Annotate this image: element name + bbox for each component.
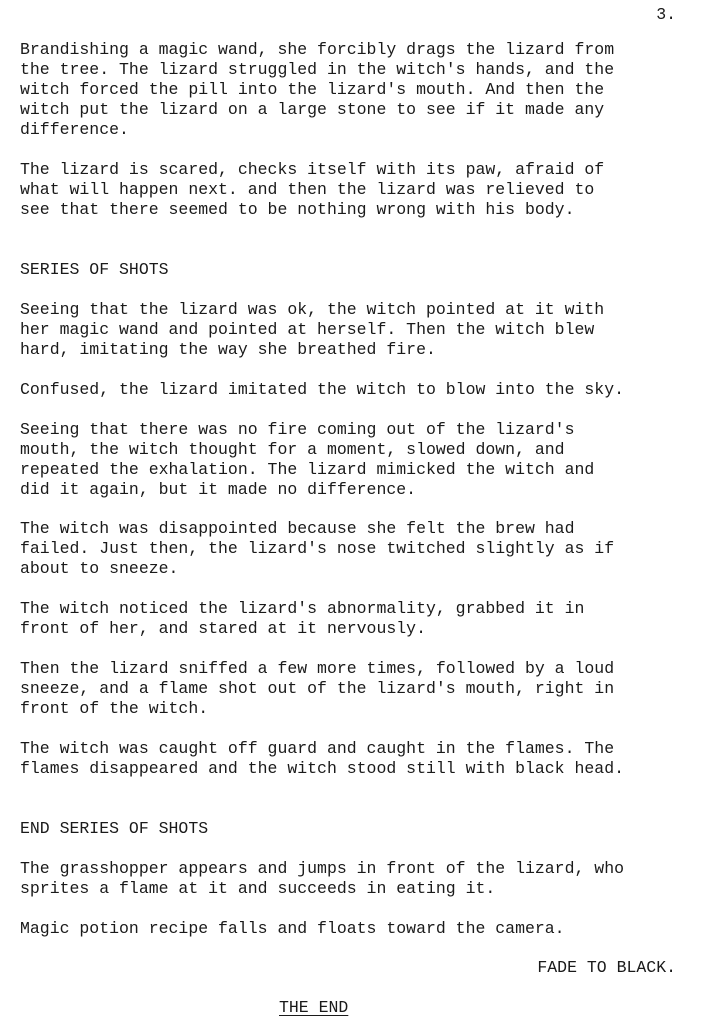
text-line: see that there seemed to be nothing wrong with his body.	[20, 200, 575, 219]
text-line: witch forced the pill into the lizard's mouth. And then the	[20, 80, 605, 99]
text-line: difference.	[20, 120, 129, 139]
text-line: witch put the lizard on a large stone to see if it made any	[20, 100, 605, 119]
text-line: Seeing that there was no fire coming out of the lizard's	[20, 420, 575, 439]
text-line: Seeing that the lizard was ok, the witch pointed at it with	[20, 300, 605, 319]
text-line: SERIES OF SHOTS	[20, 260, 169, 279]
text-line: The witch was disappointed because she felt the brew had	[20, 519, 575, 538]
text-line: repeated the exhalation. The lizard mimicked the witch and	[20, 460, 595, 479]
text-line: Brandishing a magic wand, she forcibly drags the lizard from	[20, 40, 615, 59]
text-line: The witch noticed the lizard's abnormality, grabbed it in	[20, 599, 585, 618]
text-line: The grasshopper appears and jumps in front of the lizard, who	[20, 859, 624, 878]
text-line: The witch was caught off guard and caught in the flames. The	[20, 739, 615, 758]
transition-fade-to-black: FADE TO BLACK.	[537, 958, 676, 977]
text-line: Magic potion recipe falls and floats toward the camera.	[20, 919, 565, 938]
text-line: END SERIES OF SHOTS	[20, 819, 209, 838]
text-line: sneeze, and a flame shot out of the lizard's mouth, right in	[20, 679, 615, 698]
page-number: 3.	[656, 5, 676, 24]
text-line: Then the lizard sniffed a few more times, followed by a loud	[20, 659, 615, 678]
text-line: The lizard is scared, checks itself with its paw, afraid of	[20, 160, 605, 179]
text-line: about to sneeze.	[20, 559, 179, 578]
text-line: sprites a flame at it and succeeds in eating it.	[20, 879, 496, 898]
text-line: failed. Just then, the lizard's nose twitched slightly as if	[20, 539, 615, 558]
text-line: front of the witch.	[20, 699, 209, 718]
text-line: hard, imitating the way she breathed fire.	[20, 340, 436, 359]
the-end-title: THE END	[279, 998, 349, 1017]
text-line: Confused, the lizard imitated the witch to blow into the sky.	[20, 380, 624, 399]
text-line: her magic wand and pointed at herself. Then the witch blew	[20, 320, 595, 339]
text-line: the tree. The lizard struggled in the witch's hands, and the	[20, 60, 615, 79]
text-line: did it again, but it made no difference.	[20, 480, 417, 499]
text-line: front of her, and stared at it nervously.	[20, 619, 426, 638]
text-line: mouth, the witch thought for a moment, slowed down, and	[20, 440, 565, 459]
text-line: flames disappeared and the witch stood still with black head.	[20, 759, 624, 778]
text-line: what will happen next. and then the lizard was relieved to	[20, 180, 595, 199]
